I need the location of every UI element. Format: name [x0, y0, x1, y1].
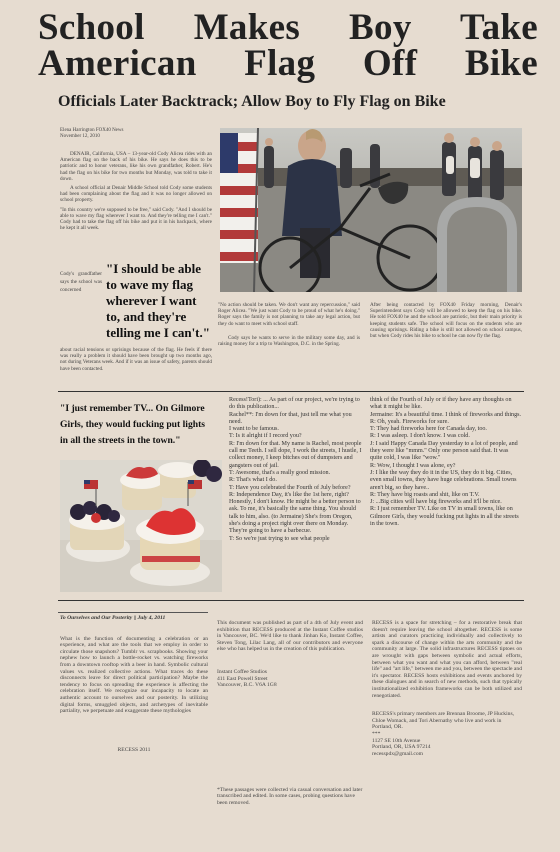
article-date: November 12, 2010 — [60, 134, 100, 139]
article-paragraph: Cody says he wants to serve in the military some day, and is raising money for a trip to Washington, D.C. in the Spring. — [218, 334, 360, 348]
subheadline: Officials Later Backtrack; Allow Boy to Fly Flag on Bike — [58, 93, 446, 110]
article-col3: After being contacted by FOX40 Friday morning, Denair's Superintendent says Cody will be allowed to keep the flag on his bike. He told FOX40 he and the school are patriotic, but their main priority is keeping students safe. The school will focus on the students who are causing uprisings. Riding a bike is still not allowed on school campus, but when Cody rides his bike to school he can now fly the flag. — [370, 302, 522, 340]
article-col1 — [60, 151, 212, 240]
interview-line: Recess!Tori): ... As part of our project, we're trying to do this publication... — [229, 397, 360, 411]
interview-col-a — [229, 397, 363, 543]
footer-about: RECESS is a space for stretching – for a restorative break that doesn't require leaving the school altogether. RECESS is some artists and curators practicing individually and collectively to spark a discourse of change within the arts community and the community at large. The solid infrastructures RECESS tiptoes on are wrought with gaps between symbolic and actual efforts, between what you want and what you can afford, between "real life" and "art life," between me and you, between the spectacle and it's spectator. RECESS hosts exhibitions and events anchored by these dialogues and in search of new methods, such that typically institutionalized exhibition frameworks can be both utilized and renegotiated. — [372, 620, 522, 699]
interview-pull-quote: "I just remember TV... On Gilmore Girls, they would fucking put lights in all the streets in the town." — [60, 403, 206, 446]
footer-acknowledgement: This document was published as part of a 4th of July event and exhibition that RECESS produced at the Instant Coffee studios in Vancouver, BC. We'd like to thank Jinhan Ko, Instant Coffee, Steven Tong, Lilac Lang, all of our contributors and everyone else who has helped us in the creation of this publication. — [217, 620, 363, 653]
members-text: RECESS's primary members are Brennan Broome, JP Huckins, Chloe Womack, and Tori Abernathy who live and work in Portland, OR. — [372, 711, 515, 731]
interview-line: R: I'm down for that. My name is Rachel, most people call me Teeth. I sell dope, I work the streets, I hustle, I collect money, I keep bitches out of dumpsters and gangsters out of jail. — [229, 440, 362, 469]
byline-block — [60, 128, 123, 140]
footer-signature: RECESS 2011 — [117, 746, 151, 753]
footer-title-rule — [58, 612, 208, 613]
footer-members — [372, 711, 522, 757]
interview-line: T: Is it alright if I record you? — [229, 433, 302, 440]
footer-col3 — [372, 620, 522, 757]
address-line: Portland, OR, USA 97214 — [372, 744, 431, 751]
interview-line: T: Have you celebrated the Fourth of July before? — [229, 484, 351, 491]
interview-line: T: Awesome, that's a really good mission. — [229, 469, 331, 476]
interview-line: J: ...Big cities will have big fireworks and it'll be nice. — [370, 499, 502, 506]
interview-line: R: Wow, I thought I was alone, ey? — [370, 462, 456, 469]
footer-col1 — [60, 615, 208, 759]
article-col1-side: Cody's grandfather says the school was concerned — [60, 271, 102, 294]
separator: *** — [372, 730, 381, 737]
article-paragraph: A school official at Denair Middle School told Cody some students had been complaining about the flag and it was no longer allowed on school property. — [60, 185, 212, 204]
interview-line: T: They had fireworks here for Canada day, too. — [370, 426, 487, 433]
interview-col-b — [370, 397, 522, 528]
footer-essay: What is the function of documenting a celebration or an experience, and what are the tools that we employ in order to circulate those snapshots? Tumblr vs. scrapbooks. Showing your nephew how to launch a bottle-rocket vs. watching fireworks from a downtown rooftop with a beer in hand. Symbolic cultural values vs. realized collective actions. What traces do these disconnects leave for direct political participation? Maybe the tendency to focus on spreading the experience is affecting the celebration itself. We recognize our incapacity to locate an authentic account to ourselves and our posterity. In utilizing digital forms, smuggled objects, and archetypes of inevitable partiality, we perpetuate and exaggerate these mythologies — [60, 635, 208, 715]
interview-line: Rachel**: I'm down for that, just tell me what you need. — [229, 411, 352, 425]
email-link[interactable]: recesspdx@gmail.com — [372, 750, 423, 757]
address-line: 1127 SE 10th Avenue — [372, 737, 421, 744]
strawberry-shortcake-photo — [60, 460, 222, 592]
article-col1-bottom: about racial tensions or uprisings because of the flag. He feels if there was really a problem it should have been brought up two months ago, not during Veterans week. And if it was an issue of safety, parents should have been contacted. — [60, 347, 212, 372]
interview-line: R: That's what I do. — [229, 477, 277, 484]
interview-line: R: I just remember TV. Like on TV in small towns, like on Gilmore Girls, they would fucking put lights in all the streets in the town. — [370, 506, 519, 528]
article-paragraph: "No action should be taken. We don't want any repercussion," said Roger Alicea. "We just want Cody to be proud of what he's doing." Roger says the family is not planning to take any legal action, but they do want to meet with school staff. — [218, 302, 360, 327]
headline: School Makes Boy Take American Flag Off Bike — [38, 7, 538, 84]
article-paragraph: "In this country we're supposed to be free," said Cody. "And I should be able to wave my flag wherever I want to. And they're telling me I can't." Cody had to take the flag off his bike and put it in his backpack, where he kept it all week. — [60, 206, 212, 232]
interview-line: J: I like the way they do it in the US, they do it big. Cities, even small towns, they have huge celebrations. Small towns aren't big, so they have.. — [370, 469, 517, 491]
byline: Elena Harrington FOX40 News — [60, 128, 124, 133]
interview-line: Jermaine: It's a beautiful time. I think of fireworks and things. — [370, 411, 522, 418]
footer-title: To Ourselves and Our Posterity || July 4, 2011 — [60, 615, 166, 621]
address-line: 411 East Powell Street — [217, 675, 268, 682]
section-divider — [58, 600, 524, 601]
interview-line: think of the Fourth of July or if they have any thoughts on what it might be like. — [370, 397, 512, 411]
address-line: Instant Coffee Studios — [217, 668, 267, 675]
interview-line: J: I said Happy Canada Day yesterday to a lot of people, and they were like "mmm." Only one person said that. It was quite cold, I was like "wow." — [370, 440, 518, 462]
section-divider — [58, 391, 524, 392]
interview-line: R: They have big roasts and shit, like on T.V. — [370, 491, 480, 498]
interview-line: R: Independence Day, it's like the 1st here, right? Honestly, I don't know. He might be a better person to ask. To me, it's basically the same thing. You should talk to him, also. (to Jermaine) She's from Oregon, she's doing a project right over there on Monday. They're going to have a barbecue. — [229, 491, 361, 535]
interview-line: T: So we're just trying to see what people — [229, 535, 330, 542]
footer-address — [217, 669, 363, 689]
footer-col2 — [217, 620, 363, 813]
article-pull-quote: "I should be able to wave my flag wherever I want to, and they're telling me I can't." — [106, 261, 210, 340]
interview-line: R: I was asleep. I don't know. I was cold. — [370, 433, 470, 440]
article-col2 — [218, 302, 360, 350]
footer-note: *These passages were collected via casual conversation and later transcribed and edited. In some cases, probing questions have been removed. — [217, 786, 363, 806]
address-line: Vancouver, B.C. V6A 1G8 — [217, 682, 277, 689]
boy-bike-flag-photo — [220, 128, 522, 292]
interview-line: I want to be famous. — [229, 426, 279, 433]
article-paragraph: DENAIR, California, USA – 13-year-old Cody Alicea rides with an American flag on the back of his bike. He says he does this to be patriotic and to honor veterans, like his own grandfather, Robert. He's had the flag on his bike for two months but Monday, was told to take it down. — [60, 151, 212, 182]
interview-line: R: Oh, yeah. Fireworks for sure. — [370, 418, 449, 425]
